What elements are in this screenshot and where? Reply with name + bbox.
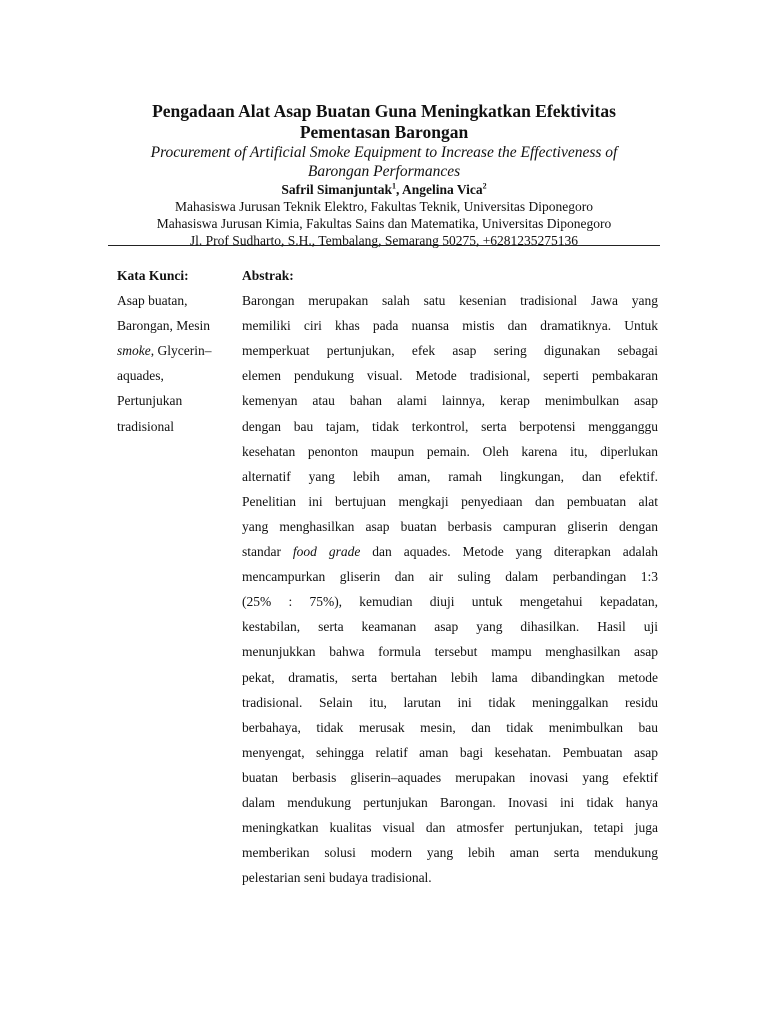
author-1-affiliation-mark: 1 bbox=[392, 181, 396, 191]
abstract-line: dengan bau tajam, tidak terkontrol, serta berpotensi mengganggu bbox=[242, 418, 658, 434]
abstract-line: pelestarian seni budaya tradisional. bbox=[242, 870, 432, 886]
abstract-line: menyengat, sehingga relatif aman bagi kesehatan. Pembuatan asap bbox=[242, 744, 658, 760]
keyword-line: Barongan, Mesin bbox=[117, 318, 210, 334]
abstract-line: meningkatkan kualitas visual dan atmosfer pertunjukan, tetapi juga bbox=[242, 820, 658, 836]
keyword-line: Asap buatan, bbox=[117, 293, 188, 309]
abstract-line: mencampurkan gliserin dan air suling dalam perbandingan 1:3 bbox=[242, 569, 658, 585]
abstract-line: memberikan solusi modern yang lebih aman serta mendukung bbox=[242, 845, 658, 861]
abstract-line: memperkuat pertunjukan, efek asap sering digunakan sebagai bbox=[242, 343, 658, 359]
subtitle-line-2: Barongan Performances bbox=[307, 163, 461, 180]
keyword-line bbox=[117, 338, 235, 363]
title-line-2: Pementasan Barongan bbox=[299, 122, 469, 142]
author-separator: , bbox=[396, 182, 403, 197]
abstract-line: yang menghasilkan asap buatan berbasis campuran gliserin dengan bbox=[242, 518, 658, 534]
abstract-line: kesehatan penonton maupun pemain. Oleh karena itu, diperlukan bbox=[242, 443, 658, 459]
abstract-line: memiliki ciri khas pada nuansa mistis dan dramatiknya. Untuk bbox=[242, 318, 658, 334]
abstract-italic-term: food grade bbox=[292, 544, 361, 560]
abstract-line: kestabilan, serta keamanan asap yang dihasilkan. Hasil uji bbox=[242, 619, 658, 635]
keyword-italic-term: smoke bbox=[117, 343, 151, 359]
abstract-line: menunjukkan bahwa formula tersebut mampu menghasilkan asap bbox=[242, 644, 658, 660]
abstract-line: elemen pendukung visual. Metode tradisional, seperti pembakaran bbox=[242, 368, 658, 384]
abstract-line: dalam mendukung pertunjukan Barongan. Inovasi ini tidak hanya bbox=[242, 794, 658, 810]
keywords-section bbox=[117, 263, 235, 439]
paper-header bbox=[108, 101, 660, 249]
affiliation-1: Mahasiswa Jurusan Teknik Elektro, Fakultas Teknik, Universitas Diponegoro bbox=[175, 199, 593, 214]
abstract-text: standar bbox=[242, 544, 293, 560]
paper-subtitle bbox=[108, 143, 660, 181]
author-list bbox=[108, 181, 660, 198]
author-1: Safril Simanjuntak bbox=[281, 182, 392, 197]
header-divider bbox=[108, 245, 660, 246]
author-2: Angelina Vica bbox=[402, 182, 483, 197]
keywords-heading: Kata Kunci: bbox=[117, 268, 189, 283]
abstract-text: dan aquades. Metode yang diterapkan adalah bbox=[360, 544, 658, 560]
keyword-line: aquades, bbox=[117, 368, 164, 384]
abstract-line: kemenyan atau bahan alami lainnya, kerap menimbulkan asap bbox=[242, 393, 658, 409]
keyword-line: Pertunjukan bbox=[117, 393, 183, 409]
address-line: Jl. Prof Sudharto, S.H., Tembalang, Semarang 50275, +6281235275136 bbox=[189, 233, 579, 248]
author-2-affiliation-mark: 2 bbox=[482, 181, 487, 191]
paper-title bbox=[108, 101, 660, 143]
abstract-section bbox=[242, 263, 658, 890]
abstract-line: buatan berbasis gliserin–aquades merupakan inovasi yang efektif bbox=[242, 769, 658, 785]
keyword-term: , Glycerin– bbox=[150, 343, 212, 359]
abstract-line bbox=[242, 539, 658, 564]
abstract-line: (25% : 75%), kemudian diuji untuk mengetahui kepadatan, bbox=[242, 594, 658, 610]
title-line-1: Pengadaan Alat Asap Buatan Guna Meningkatkan Efektivitas bbox=[152, 101, 616, 121]
abstract-line: pekat, dramatis, serta bertahan lebih lama dibandingkan metode bbox=[242, 669, 658, 685]
abstract-line: alternatif yang lebih aman, ramah lingkungan, dan efektif. bbox=[242, 468, 658, 484]
abstract-line: berbahaya, tidak merusak mesin, dan tidak menimbulkan bau bbox=[242, 719, 658, 735]
keyword-line: tradisional bbox=[117, 418, 174, 434]
abstract-line: Penelitian ini bertujuan mengkaji penyediaan dan pembuatan alat bbox=[242, 493, 658, 509]
abstract-line: Barongan merupakan salah satu kesenian tradisional Jawa yang bbox=[242, 293, 658, 309]
affiliation-2: Mahasiswa Jurusan Kimia, Fakultas Sains dan Matematika, Universitas Diponegoro bbox=[156, 216, 612, 231]
abstract-line: tradisional. Selain itu, larutan ini tidak meninggalkan residu bbox=[242, 694, 658, 710]
subtitle-line-1: Procurement of Artificial Smoke Equipment to Increase the Effectiveness of bbox=[150, 144, 618, 161]
abstract-heading: Abstrak: bbox=[242, 268, 294, 283]
